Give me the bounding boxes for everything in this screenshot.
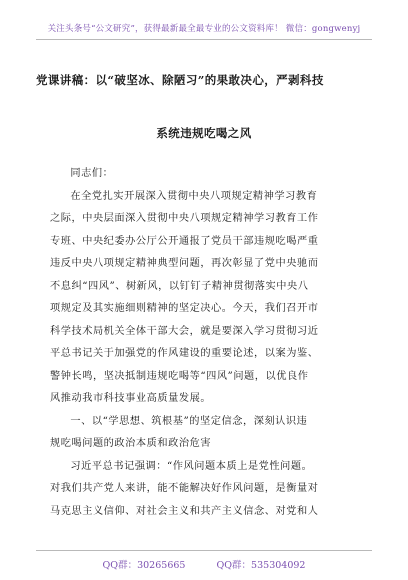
paragraph-line: 项规定及其实施细则精神的坚定决心。今天，我们召开市 bbox=[50, 303, 319, 314]
section-heading: 规吃喝问题的政治本质和政治危害 bbox=[50, 438, 212, 449]
paragraph-line: 对我们共产党人来讲，能不能解决好作风问题，是衡量对 bbox=[50, 483, 319, 494]
paragraph-line: 专班、中央纪委办公厅公开通报了党员干部违规吃喝严重 bbox=[50, 235, 319, 247]
document-title: 党课讲稿：以“破坚冰、除陋习”的果敢决心，严剥科技 bbox=[36, 73, 324, 87]
salutation: 同志们： bbox=[70, 168, 114, 179]
paragraph-line: 警钟长鸣，坚决抵制违规吃喝等“四风”问题，以优良作 bbox=[50, 370, 309, 382]
paragraph-line: 不息纠“四风”、树新风，以钉钉子精神贯彻落实中央八 bbox=[50, 280, 309, 292]
paragraph-line: 马克思主义信仰、对社会主义和共产主义信念、对党和人 bbox=[50, 505, 319, 517]
paragraph-line: 习近平总书记强调：“作风问题本质上是党性问题。 bbox=[70, 460, 313, 472]
header-divider bbox=[36, 39, 372, 40]
footer-divider bbox=[36, 550, 372, 551]
qq-group-2: QQ群：535304092 bbox=[216, 560, 306, 571]
paragraph-line: 之际，中央层面深入贯彻中央八项规定精神学习教育工作 bbox=[50, 213, 319, 224]
paragraph-line: 违反中央八项规定精神典型问题，再次彰显了党中央驰而 bbox=[50, 258, 319, 269]
document-body bbox=[50, 163, 368, 523]
document-title-continued: 系统违规吃喝之风 bbox=[156, 126, 252, 140]
footer-contacts bbox=[0, 557, 408, 571]
paragraph-line: 科学技术局机关全体干部大会，就是要深入学习贯彻习近 bbox=[50, 325, 319, 337]
section-heading: 一、以“学思想、筑根基”的坚定信念，深刻认识违 bbox=[70, 415, 308, 427]
header-banner: 关注头条号“公文研究”，获得最新最全最专业的公文资料库！ 微信：gongwenyj bbox=[47, 24, 361, 34]
qq-group-1: QQ群：30265665 bbox=[102, 560, 186, 571]
paragraph-line: 平总书记关于加强党的作风建设的重要论述，以案为鉴、 bbox=[50, 348, 319, 359]
paragraph-line: 风推动我市科技事业高质量发展。 bbox=[50, 393, 212, 404]
paragraph-line: 在全党扎实开展深入贯彻中央八项规定精神学习教育 bbox=[70, 190, 318, 202]
